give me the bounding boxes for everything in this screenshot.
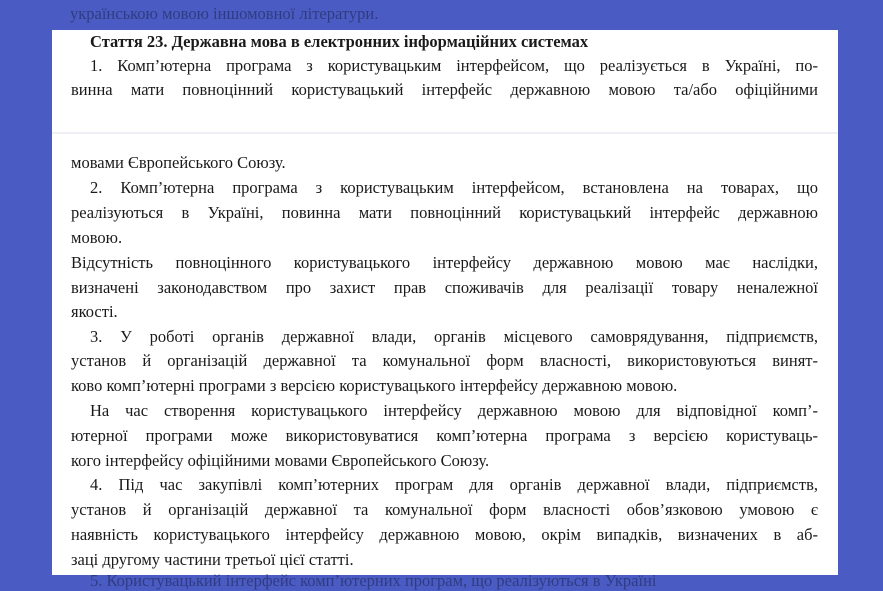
text-line: установ й організацій державної та комунальної форм власності обов’язковою умовою є	[71, 500, 818, 519]
text-line: винна мати повноцінний користувацький інтерфейс державною мовою та/або офіційними	[71, 80, 818, 99]
text-line: заці другому частини третьої цієї статті.	[71, 550, 354, 569]
text-line: 1. Комп’ютерна програма з користувацьким інтерфейсом, що реалізується в Україні, по-	[90, 56, 818, 75]
text-line: ютерної програми може використовуватися комп’ютерна програма з версією користуваць-	[71, 426, 818, 445]
text-line: наявність користувацького інтерфейсу державною мовою, окрім випадків, визначених в аб-	[71, 525, 818, 544]
next-paragraph-fragment: 5. Користувацький інтерфейс комп’ютерних програм, що реалізуються в Україні	[90, 571, 657, 590]
text-line: На час створення користувацького інтерфейсу державною мовою для відповідної комп’-	[90, 401, 818, 420]
top-toolbar-overlay	[0, 0, 883, 30]
text-line: 3. У роботі органів державної влади, органів місцевого самоврядування, підприємств,	[90, 327, 818, 346]
text-line: 4. Під час закупівлі комп’ютерних програм для органів державної влади, підприємств,	[90, 475, 818, 494]
previous-page-fragment: українською мовою іншомовної літератури.	[70, 4, 379, 23]
text-line: якості.	[71, 302, 118, 321]
text-line: установ й організацій державної та комунальної форм власності, використовуються винят-	[71, 351, 818, 370]
text-line: 2. Комп’ютерна програма з користувацьким інтерфейсом, встановлена на товарах, що	[90, 178, 818, 197]
text-line: реалізуються в Україні, повинна мати повноцінний користувацький інтерфейс державною	[71, 203, 818, 222]
text-line: мовою.	[71, 228, 123, 247]
bottom-toolbar-overlay	[0, 571, 883, 590]
article-heading: Стаття 23. Державна мова в електронних інформаційних системах	[90, 32, 589, 51]
text-line: мовами Європейського Союзу.	[71, 153, 286, 172]
text-line: кого інтерфейсу офіційними мовами Європейського Союзу.	[71, 451, 490, 470]
text-line: ково комп’ютерні програми з версією користувацького інтерфейсу державною мовою.	[71, 376, 678, 395]
text-line: Відсутність повноцінного користувацького інтерфейсу державною мовою має наслідки,	[71, 253, 818, 272]
text-line: визначені законодавством про захист прав споживачів для реалізації товару неналежної	[71, 278, 818, 297]
